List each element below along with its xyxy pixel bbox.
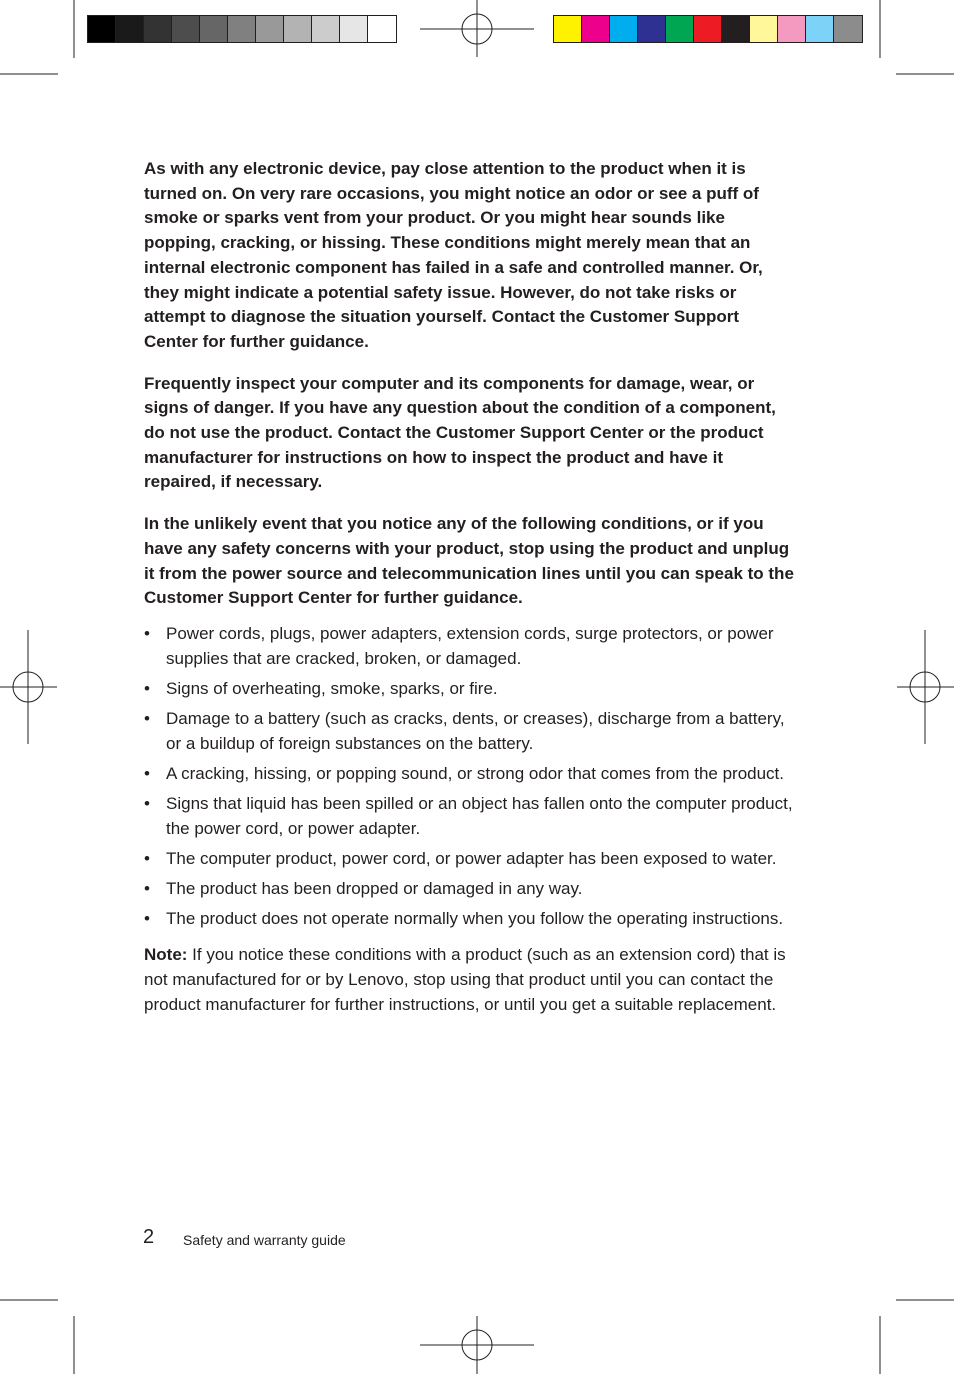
color-swatch [368, 16, 396, 42]
color-swatch [228, 16, 256, 42]
bullet-glyph: • [144, 763, 150, 783]
bullet-glyph: • [144, 794, 150, 814]
color-swatch [284, 16, 312, 42]
bullet-glyph: • [144, 623, 150, 643]
list-item [144, 907, 794, 932]
bullet-glyph: • [144, 909, 150, 929]
color-swatch [144, 16, 172, 42]
list-item-text: Signs that liquid has been spilled or an object has fallen onto the computer product, the power cord, or power adapter. [166, 794, 793, 838]
color-swatch [200, 16, 228, 42]
list-item-text: The computer product, power cord, or power adapter has been exposed to water. [166, 849, 777, 869]
color-swatch [582, 16, 610, 42]
color-swatch [750, 16, 778, 42]
color-swatch [610, 16, 638, 42]
process-color-bar [553, 15, 863, 43]
list-item [144, 877, 794, 902]
paragraph-safety-attention: As with any electronic device, pay close attention to the product when it is turned on. On very rare occasions, you might notice an odor or see a puff of smoke or sparks vent from your product. Or you might hear sounds like popping, cracking, or hissing. These conditions might merely mean that an internal electronic component has failed in a safe and controlled manner. Or, they might indicate a potential safety issue. However, do not take risks or attempt to diagnose the situation yourself. Contact the Customer Support Center for further guidance. [144, 159, 763, 351]
list-item [144, 762, 794, 787]
color-swatch [778, 16, 806, 42]
list-item-text: A cracking, hissing, or popping sound, or strong odor that comes from the product. [166, 763, 785, 783]
list-item-text: Damage to a battery (such as cracks, dents, or creases), discharge from a battery, or a buildup of foreign substances on the battery. [166, 709, 785, 753]
conditions-list [144, 622, 794, 932]
color-swatch [312, 16, 340, 42]
color-swatch [88, 16, 116, 42]
bullet-glyph: • [144, 709, 150, 729]
registration-mark-left [0, 630, 57, 744]
color-swatch [834, 16, 862, 42]
list-item-text: Signs of overheating, smoke, sparks, or fire. [166, 678, 498, 698]
footer-title: Safety and warranty guide [183, 1232, 346, 1248]
color-swatch [638, 16, 666, 42]
color-swatch [722, 16, 750, 42]
list-item [144, 622, 794, 671]
bullet-glyph: • [144, 678, 150, 698]
color-swatch [666, 16, 694, 42]
registration-mark-top [420, 0, 534, 57]
page-footer [143, 1226, 346, 1249]
list-item [144, 847, 794, 872]
list-item [144, 792, 794, 841]
registration-mark-bottom [420, 1316, 534, 1374]
list-item [144, 677, 794, 702]
bullet-glyph: • [144, 849, 150, 869]
list-item-text: Power cords, plugs, power adapters, extension cords, surge protectors, or power supplies that are cracked, broken, or damaged. [166, 623, 774, 668]
color-swatch [116, 16, 144, 42]
color-swatch [554, 16, 582, 42]
list-item [144, 707, 794, 756]
color-swatch [172, 16, 200, 42]
paragraph-inspect-components: Frequently inspect your computer and its components for damage, wear, or signs of danger. If you have any question about the condition of a component, do not use the product. Contact the Customer Support Center or the product manufacturer for instructions on how to inspect the product and have it repaired, if necessary. [144, 373, 776, 492]
paragraph-unlikely-event: In the unlikely event that you notice any of the following conditions, or if you have any safety concerns with your product, stop using the product and unplug it from the power source and telecommunication lines until you can speak to the Customer Support Center for further guidance. [144, 514, 794, 608]
page-number: 2 [143, 1226, 155, 1248]
color-swatch [694, 16, 722, 42]
note-label: Note: [144, 945, 188, 965]
note-paragraph [144, 943, 794, 1017]
color-swatch [340, 16, 368, 42]
grayscale-color-bar [87, 15, 397, 43]
page-content [144, 157, 794, 1034]
list-item-text: The product does not operate normally when you follow the operating instructions. [166, 909, 784, 929]
color-swatch [806, 16, 834, 42]
registration-mark-right [897, 630, 954, 744]
color-swatch [256, 16, 284, 42]
list-item-text: The product has been dropped or damaged in any way. [166, 879, 583, 899]
bullet-glyph: • [144, 879, 150, 899]
note-text: If you notice these conditions with a product (such as an extension cord) that is not manufactured for or by Lenovo, stop using that product until you can contact the product manufacturer for further instructions, or until you get a suitable replacement. [144, 945, 786, 1014]
